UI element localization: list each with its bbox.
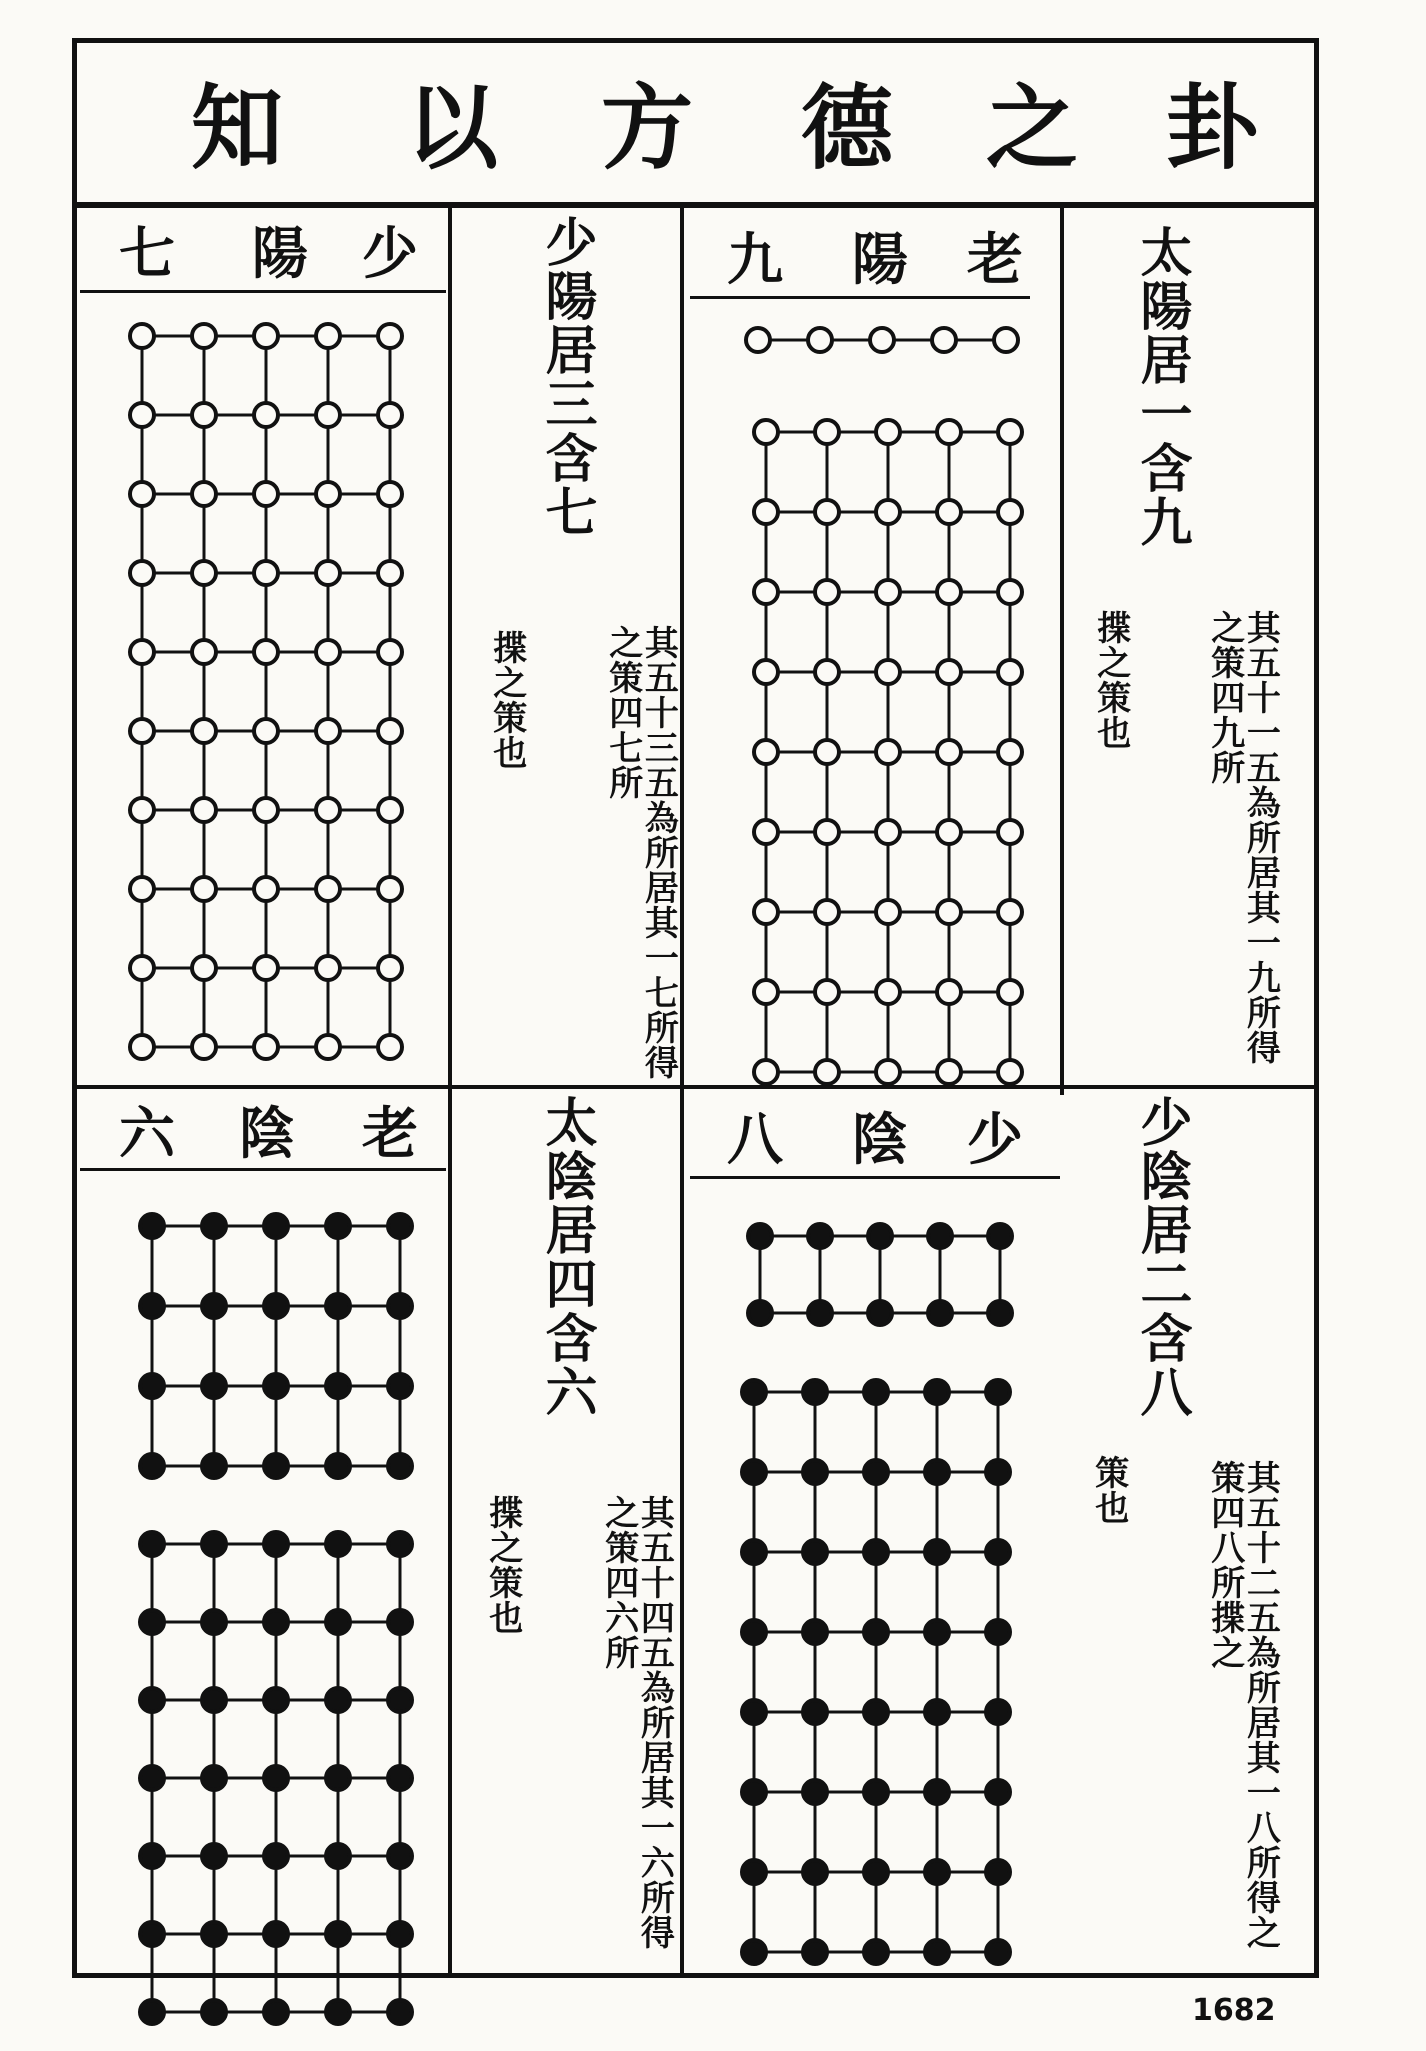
open-dot <box>130 798 154 822</box>
solid-dot <box>388 1844 412 1868</box>
open-dot <box>815 580 839 604</box>
open-dot <box>254 403 278 427</box>
solid-dot <box>925 1700 949 1724</box>
open-dot <box>754 660 778 684</box>
solid-dot <box>986 1860 1010 1884</box>
open-dot <box>192 1035 216 1059</box>
open-dot <box>130 561 154 585</box>
solid-dot <box>742 1620 766 1644</box>
title-char: 方 <box>600 74 693 182</box>
note-laoyin-b: 揲之策也 <box>482 1495 523 1635</box>
open-dot <box>192 324 216 348</box>
label-laoyin-1: 六 <box>119 1101 175 1167</box>
open-dot <box>937 740 961 764</box>
solid-dot <box>986 1540 1010 1564</box>
solid-dot <box>986 1780 1010 1804</box>
heading-laoyang: 太陽居一含九 <box>1131 225 1192 549</box>
heading-shaoyin: 少陰居二含八 <box>1131 1095 1192 1419</box>
solid-dot <box>864 1940 888 1964</box>
open-dot <box>876 900 900 924</box>
solid-dot <box>864 1780 888 1804</box>
open-dot <box>754 500 778 524</box>
open-dot <box>192 403 216 427</box>
solid-dot <box>140 1844 164 1868</box>
solid-dot <box>140 1688 164 1712</box>
note-laoyang-b: 揲之策也 <box>1090 610 1131 750</box>
open-dot <box>754 1060 778 1084</box>
label-shaoyin-1: 八 <box>727 1107 783 1173</box>
solid-dot <box>925 1380 949 1404</box>
solid-dot <box>388 1214 412 1238</box>
solid-dot <box>140 1294 164 1318</box>
solid-dot <box>388 1374 412 1398</box>
label-rule <box>690 1176 1060 1179</box>
note-shaoyang-b2: 揲之策也 <box>486 630 527 770</box>
open-dot <box>815 740 839 764</box>
solid-dot <box>388 1294 412 1318</box>
row-divider <box>72 1085 1319 1089</box>
solid-dot <box>803 1700 827 1724</box>
solid-dot <box>864 1540 888 1564</box>
solid-dot <box>925 1620 949 1644</box>
title-bar <box>72 38 1319 208</box>
open-dot <box>815 900 839 924</box>
note-laoyang-a: 其五十一五為所居其一九所得之策四九所 <box>1204 610 1281 1065</box>
label-shaoyin-3: 少 <box>967 1107 1023 1173</box>
solid-dot <box>264 1922 288 1946</box>
solid-dot <box>202 1922 226 1946</box>
solid-dot <box>868 1224 892 1248</box>
dot-grid-shaoyin-top <box>746 1222 1016 1322</box>
open-dot <box>254 956 278 980</box>
title-char: 之 <box>985 74 1078 182</box>
solid-dot <box>928 1224 952 1248</box>
label-rule <box>690 296 1030 299</box>
solid-dot <box>388 1532 412 1556</box>
note-shaoyin-b: 策也 <box>1088 1455 1129 1525</box>
open-dot <box>998 900 1022 924</box>
page-number: 1682 <box>1192 1993 1276 2028</box>
solid-dot <box>140 1374 164 1398</box>
solid-dot <box>388 1922 412 1946</box>
open-dot <box>192 956 216 980</box>
solid-dot <box>326 2000 350 2024</box>
note-shaoyin-a: 其五十二五為所居其一八所得之策四八所揲之 <box>1204 1460 1281 1950</box>
solid-dot <box>803 1460 827 1484</box>
open-dot <box>316 1035 340 1059</box>
column-divider <box>680 205 684 1975</box>
open-dot <box>998 740 1022 764</box>
open-dot <box>754 980 778 1004</box>
open-dot <box>746 328 770 352</box>
open-dot <box>870 328 894 352</box>
solid-dot <box>326 1214 350 1238</box>
open-dot <box>876 420 900 444</box>
dot-grid-laoyin-top <box>138 1212 408 1472</box>
solid-dot <box>388 1688 412 1712</box>
open-dot <box>254 324 278 348</box>
solid-dot <box>803 1540 827 1564</box>
solid-dot <box>264 1766 288 1790</box>
solid-dot <box>803 1940 827 1964</box>
column-divider <box>1060 205 1064 1095</box>
solid-dot <box>803 1860 827 1884</box>
heading-laoyin: 太陰居四含六 <box>536 1095 597 1419</box>
open-dot <box>937 980 961 1004</box>
solid-dot <box>928 1301 952 1325</box>
open-dot <box>994 328 1018 352</box>
solid-dot <box>986 1700 1010 1724</box>
label-laoyang-2: 陽 <box>852 227 908 293</box>
open-dot <box>316 640 340 664</box>
open-dot <box>130 719 154 743</box>
solid-dot <box>742 1940 766 1964</box>
solid-dot <box>264 2000 288 2024</box>
open-dot <box>808 328 832 352</box>
open-dot <box>754 900 778 924</box>
solid-dot <box>986 1460 1010 1484</box>
solid-dot <box>326 1922 350 1946</box>
open-dot <box>754 420 778 444</box>
open-dot <box>378 324 402 348</box>
open-dot <box>378 1035 402 1059</box>
open-dot <box>130 403 154 427</box>
solid-dot <box>326 1610 350 1634</box>
solid-dot <box>140 1454 164 1478</box>
dot-grid-laoyang-top <box>744 326 1014 346</box>
open-dot <box>378 798 402 822</box>
solid-dot <box>864 1460 888 1484</box>
solid-dot <box>388 1454 412 1478</box>
solid-dot <box>803 1620 827 1644</box>
solid-dot <box>140 1214 164 1238</box>
dot-grid-laoyang-main <box>752 418 1022 1078</box>
solid-dot <box>202 1844 226 1868</box>
open-dot <box>876 980 900 1004</box>
solid-dot <box>202 1374 226 1398</box>
title-char: 以 <box>405 74 498 182</box>
solid-dot <box>868 1301 892 1325</box>
open-dot <box>316 403 340 427</box>
solid-dot <box>264 1374 288 1398</box>
open-dot <box>378 719 402 743</box>
title-char: 德 <box>800 74 893 182</box>
solid-dot <box>925 1860 949 1884</box>
solid-dot <box>986 1620 1010 1644</box>
solid-dot <box>264 1214 288 1238</box>
solid-dot <box>264 1610 288 1634</box>
solid-dot <box>202 1766 226 1790</box>
label-rule <box>80 290 446 293</box>
title-char: 知 <box>190 74 283 182</box>
open-dot <box>130 640 154 664</box>
label-shaoyang-2: 陽 <box>252 221 308 287</box>
dot-grid-shaoyin-main <box>740 1378 1010 1978</box>
label-rule <box>80 1168 446 1171</box>
solid-dot <box>388 1610 412 1634</box>
open-dot <box>316 482 340 506</box>
title-char: 卦 <box>1165 74 1258 182</box>
solid-dot <box>388 1766 412 1790</box>
open-dot <box>192 719 216 743</box>
solid-dot <box>742 1460 766 1484</box>
solid-dot <box>925 1940 949 1964</box>
open-dot <box>316 561 340 585</box>
dot-grid-laoyin-main <box>138 1530 408 1990</box>
solid-dot <box>202 1688 226 1712</box>
open-dot <box>254 719 278 743</box>
solid-dot <box>326 1766 350 1790</box>
solid-dot <box>864 1380 888 1404</box>
open-dot <box>815 980 839 1004</box>
open-dot <box>378 403 402 427</box>
open-dot <box>254 640 278 664</box>
solid-dot <box>202 2000 226 2024</box>
solid-dot <box>264 1454 288 1478</box>
open-dot <box>876 1060 900 1084</box>
open-dot <box>254 482 278 506</box>
solid-dot <box>864 1860 888 1884</box>
label-laoyin-2: 陰 <box>239 1101 295 1167</box>
label-shaoyang-1: 七 <box>119 221 175 287</box>
open-dot <box>316 877 340 901</box>
solid-dot <box>986 1940 1010 1964</box>
open-dot <box>815 820 839 844</box>
open-dot <box>937 500 961 524</box>
solid-dot <box>742 1540 766 1564</box>
open-dot <box>998 980 1022 1004</box>
open-dot <box>937 580 961 604</box>
open-dot <box>130 482 154 506</box>
solid-dot <box>264 1688 288 1712</box>
solid-dot <box>326 1532 350 1556</box>
solid-dot <box>264 1294 288 1318</box>
solid-dot <box>808 1301 832 1325</box>
open-dot <box>998 820 1022 844</box>
solid-dot <box>742 1380 766 1404</box>
open-dot <box>815 1060 839 1084</box>
open-dot <box>254 877 278 901</box>
solid-dot <box>140 1922 164 1946</box>
open-dot <box>815 420 839 444</box>
solid-dot <box>742 1860 766 1884</box>
open-dot <box>130 1035 154 1059</box>
open-dot <box>754 580 778 604</box>
solid-dot <box>988 1301 1012 1325</box>
label-shaoyin-2: 陰 <box>852 1107 908 1173</box>
open-dot <box>937 900 961 924</box>
solid-dot <box>202 1454 226 1478</box>
open-dot <box>316 798 340 822</box>
open-dot <box>754 820 778 844</box>
open-dot <box>316 324 340 348</box>
solid-dot <box>864 1620 888 1644</box>
open-dot <box>130 956 154 980</box>
open-dot <box>876 500 900 524</box>
open-dot <box>876 660 900 684</box>
open-dot <box>998 580 1022 604</box>
solid-dot <box>140 1766 164 1790</box>
open-dot <box>254 798 278 822</box>
open-dot <box>316 956 340 980</box>
solid-dot <box>748 1224 772 1248</box>
open-dot <box>937 420 961 444</box>
open-dot <box>378 956 402 980</box>
solid-dot <box>326 1294 350 1318</box>
open-dot <box>316 719 340 743</box>
open-dot <box>130 324 154 348</box>
solid-dot <box>925 1780 949 1804</box>
open-dot <box>378 640 402 664</box>
solid-dot <box>388 2000 412 2024</box>
solid-dot <box>140 1610 164 1634</box>
solid-dot <box>202 1214 226 1238</box>
label-shaoyang-3: 少 <box>362 221 418 287</box>
open-dot <box>937 820 961 844</box>
solid-dot <box>803 1380 827 1404</box>
column-divider <box>448 205 452 1975</box>
solid-dot <box>326 1844 350 1868</box>
solid-dot <box>742 1700 766 1724</box>
open-dot <box>815 500 839 524</box>
solid-dot <box>202 1610 226 1634</box>
solid-dot <box>988 1224 1012 1248</box>
open-dot <box>876 740 900 764</box>
solid-dot <box>326 1454 350 1478</box>
open-dot <box>192 640 216 664</box>
solid-dot <box>808 1224 832 1248</box>
open-dot <box>815 660 839 684</box>
solid-dot <box>326 1374 350 1398</box>
solid-dot <box>925 1460 949 1484</box>
open-dot <box>937 1060 961 1084</box>
open-dot <box>998 500 1022 524</box>
solid-dot <box>264 1532 288 1556</box>
label-laoyin-3: 老 <box>362 1101 418 1167</box>
open-dot <box>998 420 1022 444</box>
open-dot <box>378 561 402 585</box>
solid-dot <box>925 1540 949 1564</box>
solid-dot <box>140 1532 164 1556</box>
open-dot <box>192 798 216 822</box>
open-dot <box>876 580 900 604</box>
solid-dot <box>742 1780 766 1804</box>
solid-dot <box>803 1780 827 1804</box>
label-laoyang-3: 老 <box>967 227 1023 293</box>
solid-dot <box>202 1532 226 1556</box>
dot-grid-shaoyang-main <box>128 322 398 1062</box>
open-dot <box>130 877 154 901</box>
solid-dot <box>140 2000 164 2024</box>
solid-dot <box>202 1294 226 1318</box>
open-dot <box>378 482 402 506</box>
note-shaoyang-a: 其五十三五為所居其一七所得之策四七所 <box>602 625 679 1080</box>
solid-dot <box>864 1700 888 1724</box>
heading-shaoyang: 少陽居三含七 <box>536 215 597 539</box>
open-dot <box>192 561 216 585</box>
open-dot <box>998 1060 1022 1084</box>
open-dot <box>192 877 216 901</box>
label-laoyang-1: 九 <box>727 227 783 293</box>
open-dot <box>754 740 778 764</box>
open-dot <box>254 561 278 585</box>
open-dot <box>937 660 961 684</box>
solid-dot <box>264 1844 288 1868</box>
solid-dot <box>986 1380 1010 1404</box>
open-dot <box>192 482 216 506</box>
open-dot <box>998 660 1022 684</box>
open-dot <box>378 877 402 901</box>
open-dot <box>254 1035 278 1059</box>
open-dot <box>876 820 900 844</box>
open-dot <box>932 328 956 352</box>
solid-dot <box>326 1688 350 1712</box>
solid-dot <box>748 1301 772 1325</box>
note-laoyin-a: 其五十四五為所居其一六所得之策四六所 <box>598 1495 675 1950</box>
